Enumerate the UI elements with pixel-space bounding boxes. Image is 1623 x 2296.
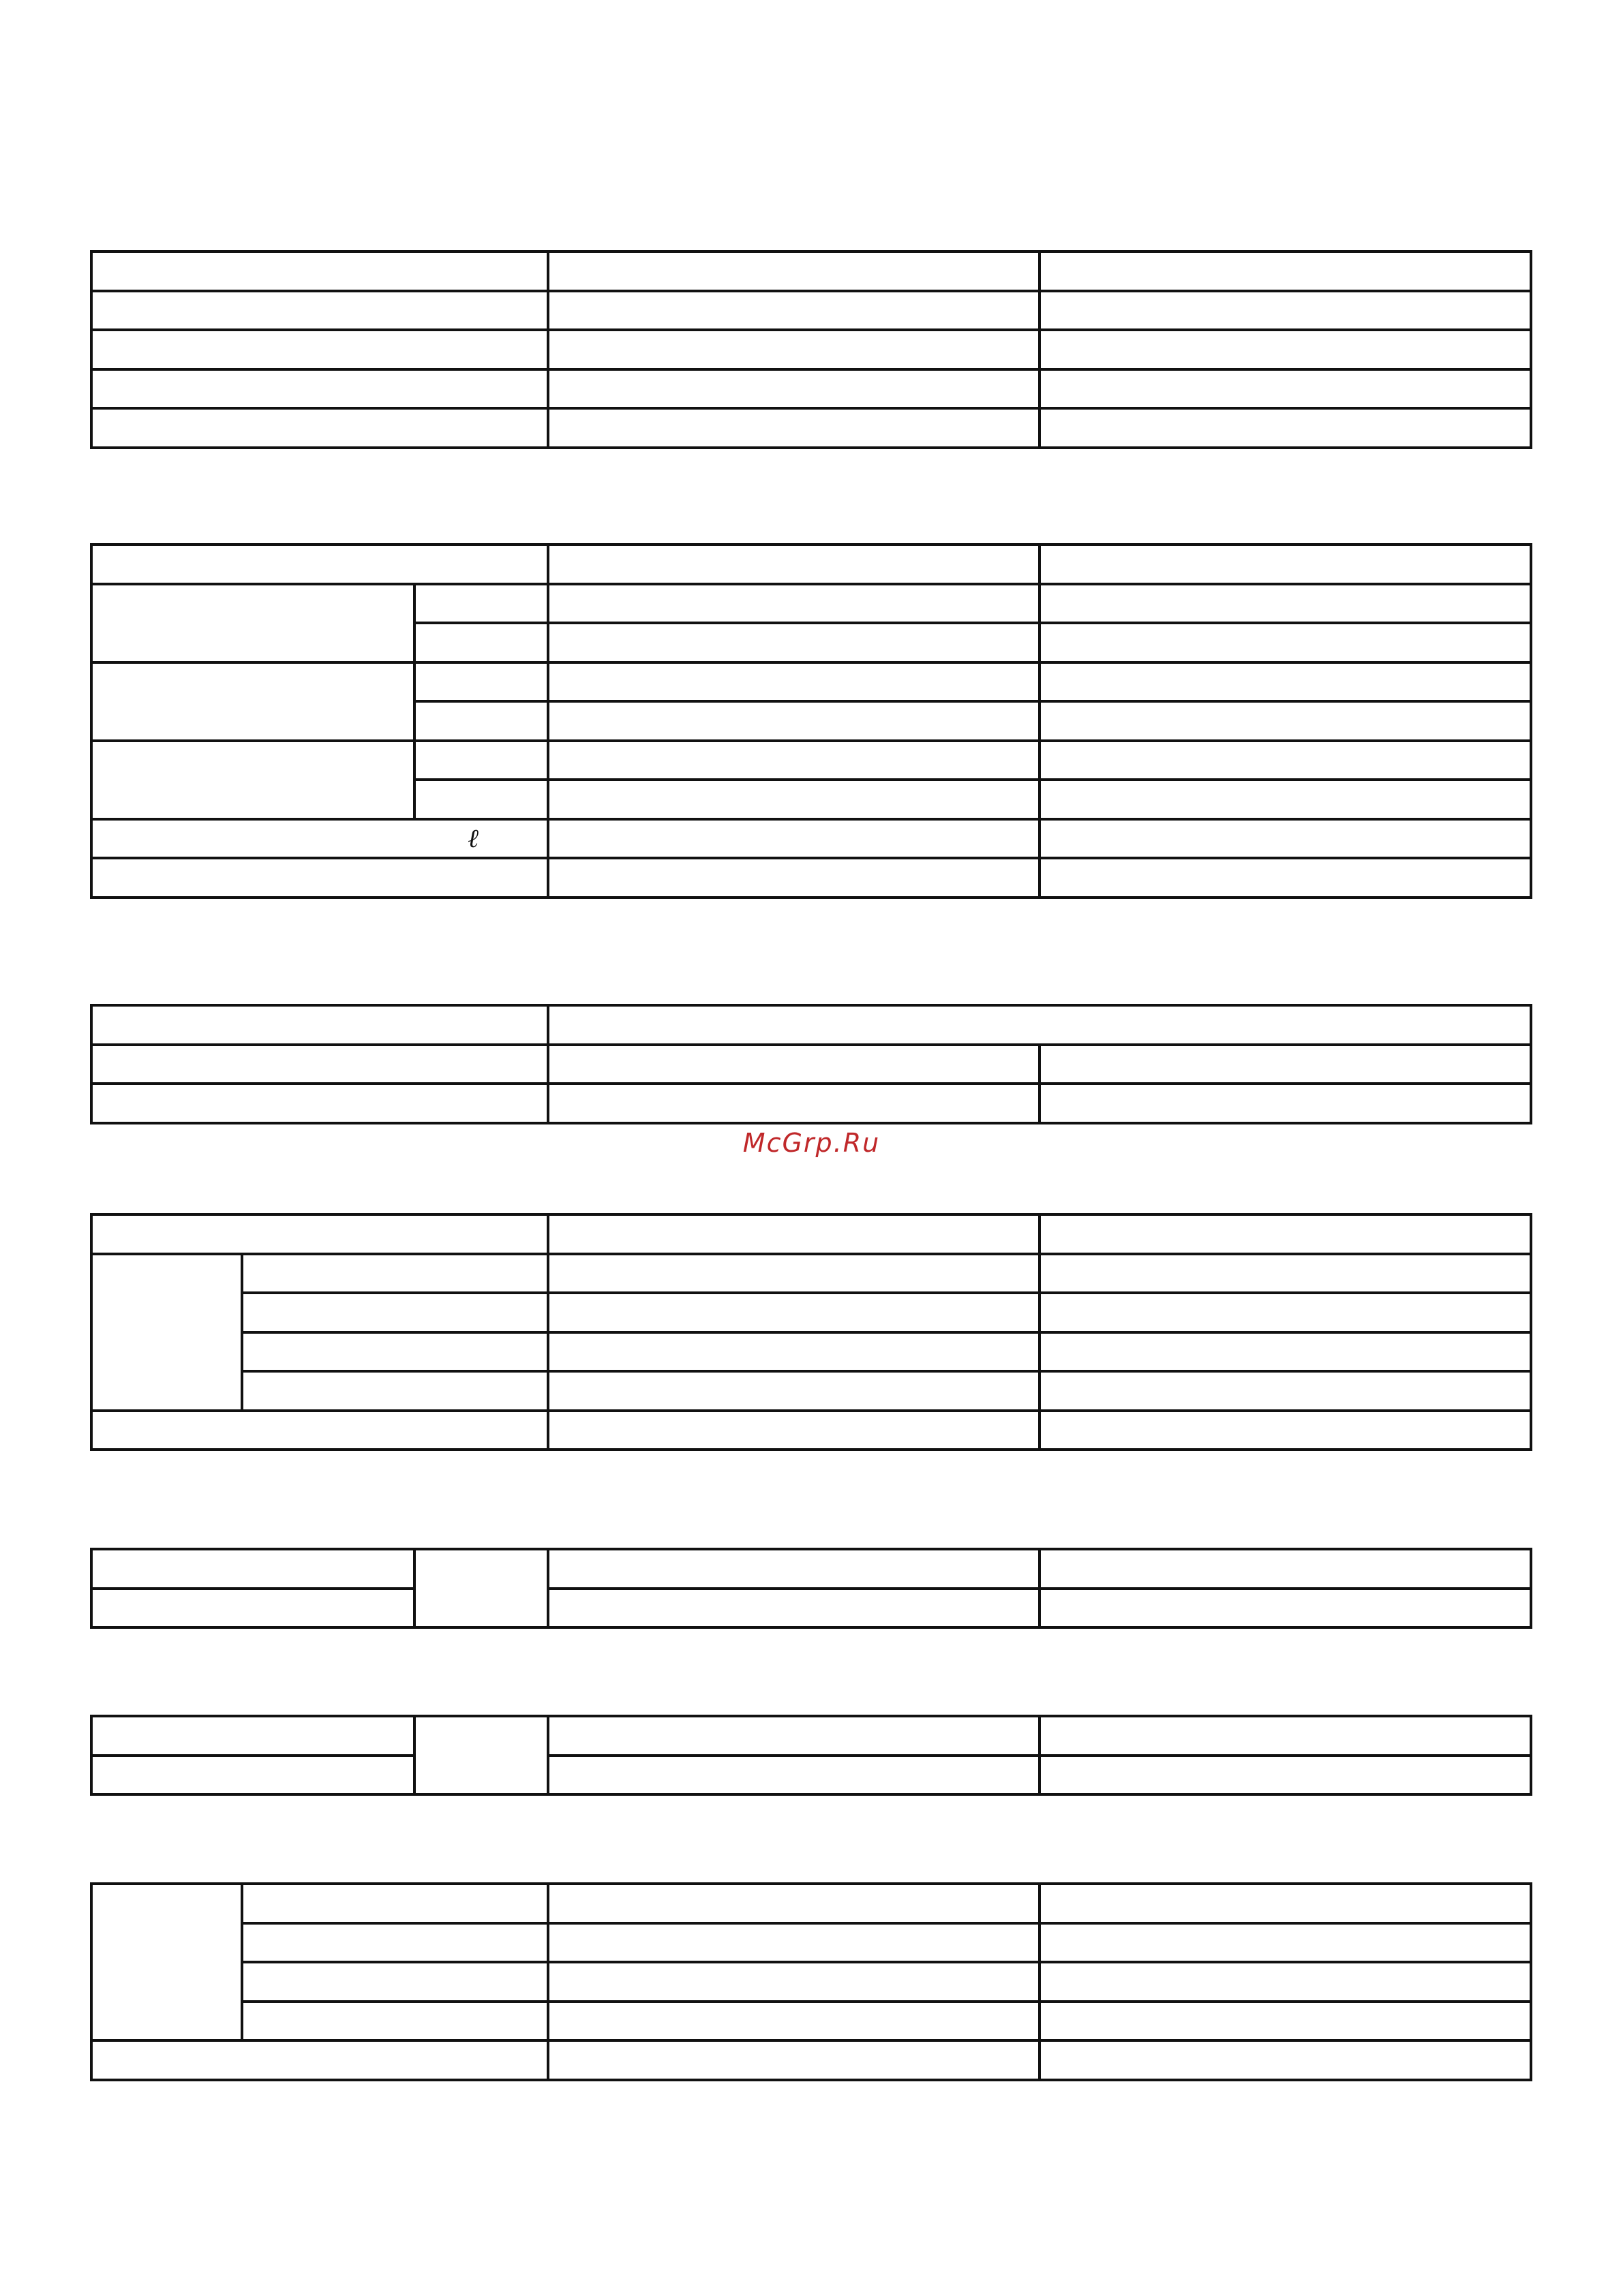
table-group-cell bbox=[91, 1884, 242, 2040]
table-row bbox=[91, 1716, 1531, 1756]
table-row bbox=[91, 819, 1531, 859]
table-cell bbox=[548, 1962, 1040, 2002]
table-cell bbox=[242, 1371, 548, 1411]
table-cell bbox=[1040, 1756, 1531, 1795]
table-cell bbox=[242, 2002, 548, 2041]
table-merged-cell bbox=[414, 1716, 548, 1794]
table-cell bbox=[242, 1293, 548, 1332]
table-5 bbox=[90, 1548, 1532, 1629]
table-cell bbox=[1040, 701, 1531, 741]
table-row bbox=[91, 1084, 1531, 1123]
table-row bbox=[91, 291, 1531, 331]
table-cell bbox=[548, 2040, 1040, 2080]
table-cell bbox=[1040, 1884, 1531, 1923]
table-cell bbox=[1040, 819, 1531, 859]
table-cell bbox=[1040, 584, 1531, 624]
table-cell bbox=[1040, 741, 1531, 780]
table-cell bbox=[548, 1549, 1040, 1589]
table-cell bbox=[548, 819, 1040, 859]
table-cell bbox=[91, 408, 548, 448]
table-row bbox=[91, 1293, 1531, 1332]
table-cell bbox=[548, 2002, 1040, 2041]
table-cell bbox=[414, 662, 548, 702]
table-cell bbox=[1040, 1549, 1531, 1589]
table-cell bbox=[548, 545, 1040, 584]
table-cell bbox=[548, 741, 1040, 780]
table-row bbox=[91, 1589, 1531, 1628]
table-cell bbox=[242, 1332, 548, 1372]
table-cell bbox=[548, 1716, 1040, 1756]
watermark-text: McGrp.Ru bbox=[742, 1128, 881, 1158]
table-cell bbox=[1040, 1045, 1531, 1084]
table-cell bbox=[548, 1214, 1040, 1254]
table-cell bbox=[242, 1962, 548, 2002]
table-cell bbox=[1040, 1923, 1531, 1963]
table-row bbox=[91, 408, 1531, 448]
unit-symbol-cell: ℓ bbox=[91, 819, 548, 859]
table-row bbox=[91, 1549, 1531, 1589]
table-cell bbox=[548, 780, 1040, 819]
table-cell bbox=[548, 251, 1040, 291]
table-row bbox=[91, 741, 1531, 780]
table-cell bbox=[548, 1756, 1040, 1795]
table-cell bbox=[548, 408, 1040, 448]
table-cell bbox=[548, 1411, 1040, 1450]
table-row bbox=[91, 1332, 1531, 1372]
table-cell bbox=[1040, 858, 1531, 898]
table-cell bbox=[1040, 1084, 1531, 1123]
table-cell bbox=[548, 701, 1040, 741]
table-cell bbox=[1040, 408, 1531, 448]
table-cell bbox=[91, 1214, 548, 1254]
table-cell bbox=[91, 369, 548, 409]
table-row bbox=[91, 1923, 1531, 1963]
table-cell bbox=[1040, 330, 1531, 369]
table-7 bbox=[90, 1882, 1532, 2081]
table-cell bbox=[548, 858, 1040, 898]
table-cell bbox=[1040, 1589, 1531, 1628]
table-cell bbox=[1040, 623, 1531, 662]
table-row bbox=[91, 858, 1531, 898]
table-row bbox=[91, 369, 1531, 409]
table-cell bbox=[91, 545, 548, 584]
table-cell bbox=[1040, 369, 1531, 409]
table-row bbox=[91, 2040, 1531, 2080]
table-row bbox=[91, 584, 1531, 624]
table-header-merged-cell bbox=[548, 1005, 1531, 1045]
table-cell bbox=[1040, 1962, 1531, 2002]
table-group-cell bbox=[91, 741, 414, 819]
table-group-cell bbox=[91, 662, 414, 741]
table-cell bbox=[91, 1084, 548, 1123]
table-cell bbox=[1040, 1254, 1531, 1294]
table-row bbox=[91, 1254, 1531, 1294]
table-2 bbox=[90, 543, 1532, 899]
table-row bbox=[91, 545, 1531, 584]
table-merged-cell bbox=[414, 1549, 548, 1627]
table-cell bbox=[91, 1411, 548, 1450]
table-cell bbox=[1040, 1332, 1531, 1372]
table-row bbox=[91, 1005, 1531, 1045]
table-row bbox=[91, 1962, 1531, 2002]
table-cell bbox=[1040, 545, 1531, 584]
table-row bbox=[91, 330, 1531, 369]
table-cell bbox=[91, 1005, 548, 1045]
table-cell bbox=[1040, 2040, 1531, 2080]
table-cell bbox=[91, 1756, 414, 1795]
table-4 bbox=[90, 1213, 1532, 1451]
table-cell bbox=[91, 291, 548, 331]
table-cell bbox=[414, 741, 548, 780]
table-3 bbox=[90, 1004, 1532, 1124]
table-cell bbox=[414, 701, 548, 741]
table-cell bbox=[1040, 291, 1531, 331]
table-group-cell bbox=[91, 1254, 242, 1411]
table-cell bbox=[91, 1589, 414, 1628]
table-cell bbox=[242, 1254, 548, 1294]
table-cell bbox=[1040, 1293, 1531, 1332]
table-1 bbox=[90, 250, 1532, 449]
table-cell bbox=[414, 780, 548, 819]
table-row bbox=[91, 1045, 1531, 1084]
table-cell bbox=[548, 623, 1040, 662]
table-cell bbox=[548, 1084, 1040, 1123]
table-cell bbox=[242, 1884, 548, 1923]
table-cell bbox=[548, 1371, 1040, 1411]
table-cell bbox=[1040, 1411, 1531, 1450]
table-cell bbox=[548, 1923, 1040, 1963]
table-row bbox=[91, 1884, 1531, 1923]
table-cell bbox=[414, 623, 548, 662]
table-cell bbox=[1040, 1371, 1531, 1411]
table-cell bbox=[91, 1549, 414, 1589]
table-row bbox=[91, 2002, 1531, 2041]
table-cell bbox=[91, 251, 548, 291]
table-cell bbox=[548, 330, 1040, 369]
table-cell bbox=[91, 858, 548, 898]
table-row bbox=[91, 251, 1531, 291]
table-cell bbox=[242, 1923, 548, 1963]
table-cell bbox=[548, 1332, 1040, 1372]
table-cell bbox=[1040, 1214, 1531, 1254]
table-row bbox=[91, 1756, 1531, 1795]
table-cell bbox=[91, 1716, 414, 1756]
table-6 bbox=[90, 1715, 1532, 1796]
table-cell bbox=[1040, 780, 1531, 819]
table-cell bbox=[1040, 251, 1531, 291]
table-cell bbox=[548, 662, 1040, 702]
table-cell bbox=[548, 1045, 1040, 1084]
table-cell bbox=[548, 291, 1040, 331]
table-cell bbox=[548, 1254, 1040, 1294]
table-row bbox=[91, 1371, 1531, 1411]
table-cell bbox=[91, 2040, 548, 2080]
table-cell bbox=[548, 584, 1040, 624]
table-cell bbox=[548, 1884, 1040, 1923]
table-group-cell bbox=[91, 584, 414, 662]
table-cell bbox=[1040, 1716, 1531, 1756]
table-row bbox=[91, 1214, 1531, 1254]
table-row bbox=[91, 662, 1531, 702]
table-cell bbox=[1040, 662, 1531, 702]
table-cell bbox=[548, 1293, 1040, 1332]
table-cell bbox=[91, 1045, 548, 1084]
table-row bbox=[91, 1411, 1531, 1450]
table-cell bbox=[414, 584, 548, 624]
table-cell bbox=[1040, 2002, 1531, 2041]
table-cell bbox=[548, 1589, 1040, 1628]
table-cell bbox=[91, 330, 548, 369]
table-cell bbox=[548, 369, 1040, 409]
